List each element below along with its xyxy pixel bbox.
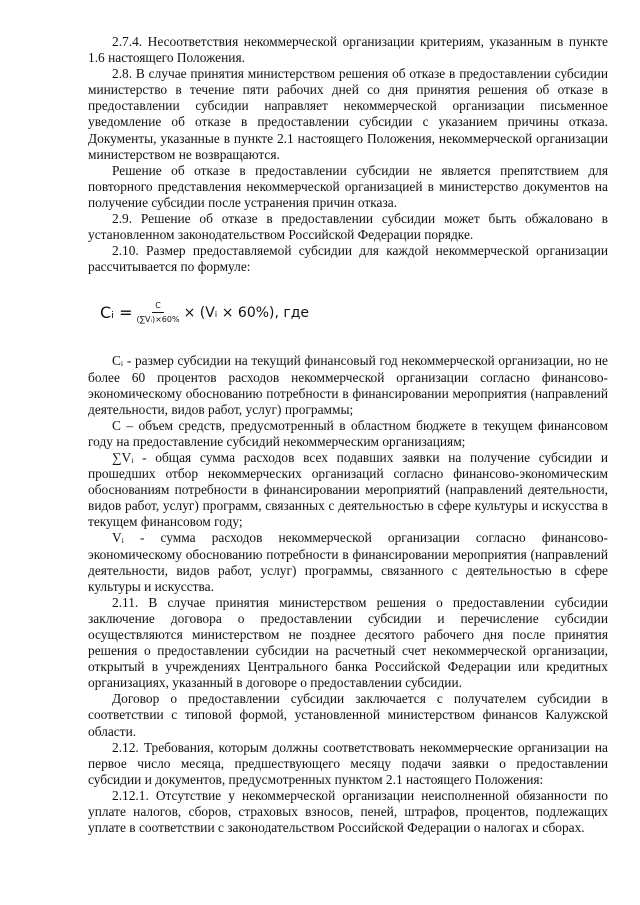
definition-ci: Cᵢ - размер субсидии на текущий финансовый год некоммерческой организации, но не более 60 процентов расходов некоммерческой организации согласно финансово-экономическому обоснованию потребности в финансировании мероприятия (направлений деятельности, видов работ, услуг) программы; (88, 353, 608, 417)
formula-fraction (137, 301, 180, 325)
formula-lhs: Cᵢ = (100, 303, 133, 323)
paragraph-2-8-refusal-note: Решение об отказе в предоставлении субсидии не является препятствием для повторного представления некоммерческой организацией в министерство документов на получение субсидии после устранения причин отказа. (88, 162, 608, 210)
definition-sum-vi: ∑Vᵢ - общая сумма расходов всех подавших заявки на получение субсидии и прошедших отбор некоммерческих организаций согласно финансово-экономическим обоснованиям потребности в финансировании мероприятий (направлений деятельности, видов работ, услуг) программ, связанных с деятельностью в сфере культуры и искусства в текущем финансовом году; (88, 449, 608, 530)
paragraph-2-12-1: 2.12.1. Отсутствие у некоммерческой организации неисполненной обязанности по уплате налогов, сборов, страховых взносов, пеней, штрафов, процентов, подлежащих уплате в соответствии с законодательством Российской Федерации о налогах и сборах. (88, 787, 608, 836)
paragraph-2-11-contract: Договор о предоставлении субсидии заключается с получателем субсидии в соответствии с типовой формой, установленной министерством финансов Калужской области. (88, 691, 608, 739)
paragraph-2-9: 2.9. Решение об отказе в предоставлении субсидии может быть обжаловано в установленном законодательством Российской Федерации порядке. (88, 211, 608, 243)
definition-vi: Vᵢ - сумма расходов некоммерческой организации согласно финансово-экономическому обоснованию потребности в финансировании мероприятия (направлений деятельности, видов работ, услуг) программы, связанного с деятельностью в сфере культуры и искусства. (88, 530, 608, 594)
paragraph-2-7-4: 2.7.4. Несоответствия некоммерческой организации критериям, указанным в пункте 1.6 настоящего Положения. (88, 34, 608, 66)
subsidy-formula (100, 295, 608, 331)
formula-numerator: C (152, 301, 164, 313)
formula-rhs: × (Vᵢ × 60%), где (183, 305, 310, 322)
formula-denominator: (∑Vᵢ)×60% (136, 315, 180, 325)
paragraph-2-11: 2.11. В случае принятия министерством решения о предоставлении субсидии заключение договора о предоставлении субсидии и перечисление субсидии осуществляются министерством не позднее десятого рабочего дня после принятия решения о предоставлении субсидии на расчетный счет некоммерческой организации, открытый в учреждениях Центрального банка Российской Федерации или кредитных организациях, указанный в договоре о предоставлении субсидии. (88, 594, 608, 691)
paragraph-2-10: 2.10. Размер предоставляемой субсидии для каждой некоммерческой организации рассчитывается по формуле: (88, 243, 608, 275)
document-page (88, 34, 608, 836)
paragraph-2-12: 2.12. Требования, которым должны соответствовать некоммерческие организации на первое число месяца, предшествующего месяцу подачи заявки о предоставлении субсидии и документов, предусмотренных пунктом 2.1 настоящего Положения: (88, 739, 608, 787)
definition-c: C – объем средств, предусмотренный в областном бюджете в текущем финансовом году на предоставление субсидий некоммерческим организациям; (88, 417, 608, 449)
paragraph-2-8: 2.8. В случае принятия министерством решения об отказе в предоставлении субсидии министерство в течение пяти рабочих дней со дня принятия решения об отказе в предоставлении субсидии направляет некоммерческой организации письменное уведомление об отказе в предоставлении субсидии с указанием причины отказа. Документы, указанные в пункте 2.1 настоящего Положения, некоммерческой организации министерством не возвращаются. (88, 66, 608, 162)
